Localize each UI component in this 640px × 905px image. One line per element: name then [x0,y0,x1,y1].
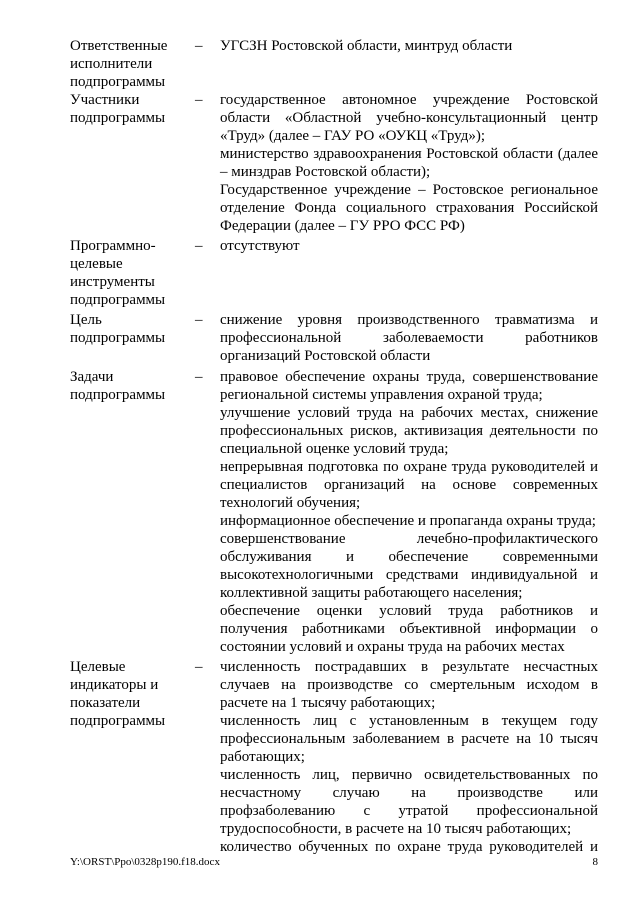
row-dash: – [195,369,203,385]
row-indicators [70,658,598,856]
paragraph: информационное обеспечение и пропаганда охраны труда; [220,513,596,529]
row-goal [70,311,598,365]
row-dash: – [195,312,203,328]
row-label: Целевые индикаторы и показатели подпрограммы [70,659,166,729]
paragraph: численность пострадавших в результате несчастных случаев на производстве со смертельным исходом в расчете на 1 тысячу работающих; [220,659,598,711]
row-label: Программно-целевые инструменты подпрограммы [70,238,166,308]
row-content [220,37,598,55]
row-responsible [70,37,598,91]
row-content [220,91,598,235]
row-content [220,311,598,365]
paragraph: совершенствование лечебно-профилактического обслуживания и обеспечение современными высокотехнологичными средствами индивидуальной и коллективной защиты работающего населения; [220,531,598,601]
passport-table [70,37,598,856]
row-dash: – [195,38,203,54]
paragraph: численность лиц с установленным в текущем году профессиональным заболеванием в расчете на 10 тысяч работающих; [220,713,598,765]
row-content [220,368,598,656]
page-number: 8 [592,856,598,868]
page-footer [70,856,598,869]
row-tools [70,237,598,309]
paragraph: министерство здравоохранения Ростовской области (далее – минздрав Ростовской области); [220,146,598,180]
paragraph: количество обученных по охране труда руководителей и [220,839,598,855]
paragraph: снижение уровня производственного травматизма и профессиональной заболеваемости работников организаций Ростовской области [220,312,598,364]
paragraph: непрерывная подготовка по охране труда руководителей и специалистов организаций на основе современных технологий обучения; [220,459,598,511]
row-label: Участники подпрограммы [70,92,166,126]
row-label: Ответственные исполнители подпрограммы [70,38,168,90]
row-content [220,658,598,856]
paragraph: УГСЗН Ростовской области, минтруд области [220,38,513,54]
row-label: Цель подпрограммы [70,312,166,346]
row-content [220,237,598,255]
footer-file-path: Y:\ORST\Ppo\0328p190.f18.docx [70,856,220,868]
row-tasks [70,368,598,656]
paragraph: численность лиц, первично освидетельствованных по несчастному случаю на производстве или профзаболеванию с утратой профессиональной трудоспособности, в расчете на 10 тысяч работающих; [220,767,598,837]
row-label: Задачи подпрограммы [70,369,166,403]
paragraph: улучшение условий труда на рабочих местах, снижение профессиональных рисков, активизация деятельности по специальной оценке условий труда; [220,405,598,457]
row-dash: – [195,659,203,675]
paragraph: правовое обеспечение охраны труда, совершенствование региональной системы управления охраной труда; [220,369,598,403]
row-dash: – [195,238,203,254]
row-participants [70,91,598,235]
paragraph: отсутствуют [220,238,300,254]
paragraph: обеспечение оценки условий труда работников и получения работниками объективной информации о состоянии условий и охраны труда на рабочих местах [220,603,598,655]
paragraph: Государственное учреждение – Ростовское региональное отделение Фонда социального страхования Российской Федерации (далее – ГУ РРО ФСС РФ) [220,182,598,234]
row-dash: – [195,92,203,108]
paragraph: государственное автономное учреждение Ростовской области «Областной учебно-консультационный центр «Труд» (далее – ГАУ РО «ОУКЦ «Труд»); [220,92,598,144]
